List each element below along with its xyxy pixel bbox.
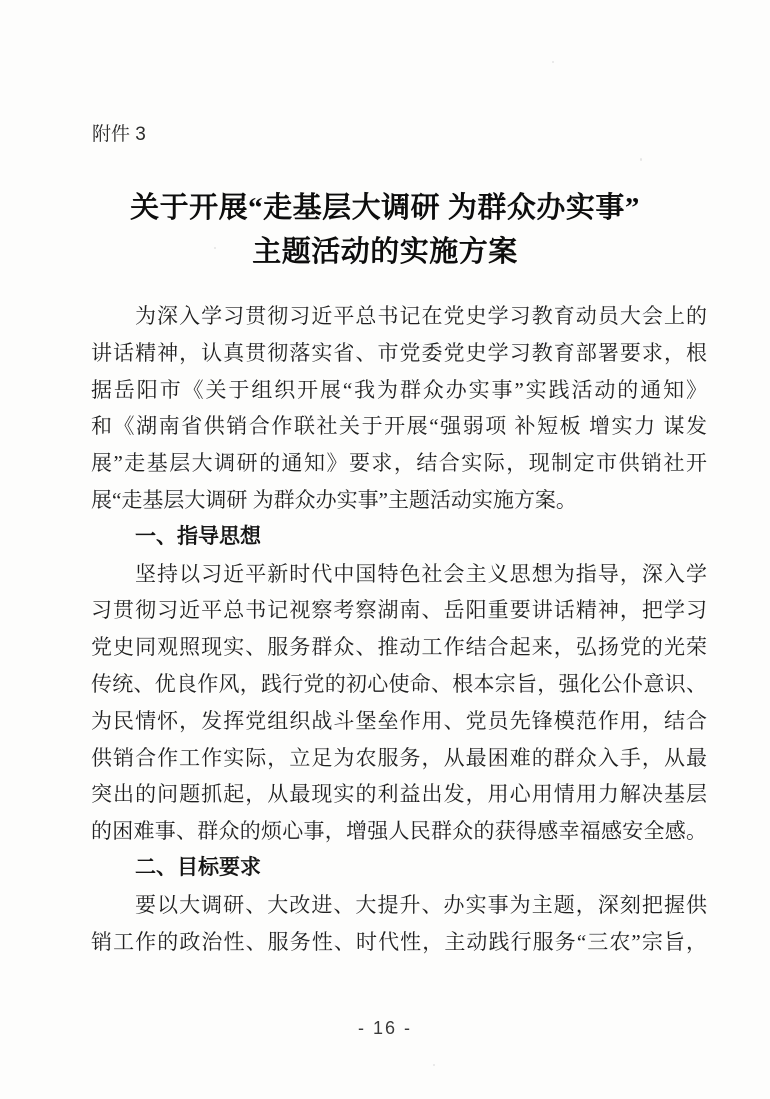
paragraph-line: 为深入学习贯彻习近平总书记在党史学习教育动员大会上的 — [135, 304, 707, 328]
document-title-line2: 主题活动的实施方案 — [252, 236, 518, 268]
paragraph-line: 和《湖南省供销合作联社关于开展“强弱项 补短板 增实力 谋发 — [91, 414, 707, 439]
paragraph-line: 为民情怀，发挥党组织战斗堡垒作用、党员先锋模范作用，结合 — [91, 708, 707, 733]
attachment-label: 附件 3 — [92, 124, 146, 145]
page-number: - 16 - — [357, 1018, 412, 1038]
document-title-line1: 关于开展“走基层大调研 为群众办实事” — [130, 192, 640, 224]
scan-speck — [640, 158, 642, 161]
paragraph-line: 展”走基层大调研的通知》要求，结合实际，现制定市供销社开 — [91, 451, 707, 476]
scan-speck — [552, 61, 554, 63]
paragraph-line: 要以大调研、大改进、大提升、办实事为主题，深刻把握供 — [135, 892, 707, 917]
document-title — [0, 186, 770, 274]
paragraph-line: 党史同观照现实、服务群众、推动工作结合起来，弘扬党的光荣 — [91, 635, 707, 660]
paragraph-line: 讲话精神，认真贯彻落实省、市党委党史学习教育部署要求，根 — [91, 340, 707, 365]
paragraph-line: 供销合作工作实际，立足为农服务，从最困难的群众入手，从最 — [91, 745, 707, 770]
scan-speck — [433, 1064, 435, 1066]
paragraph-line: 销工作的政治性、服务性、时代性，主动践行服务“三农”宗旨， — [91, 929, 707, 954]
document-body — [91, 298, 707, 960]
paragraph-line: 传统、优良作风，践行党的初心使命、根本宗旨，强化公仆意识、 — [91, 671, 707, 696]
paragraph-line: 展“走基层大调研 为群众办实事”主题活动实施方案。 — [91, 487, 577, 512]
section-heading: 二、目标要求 — [135, 855, 261, 879]
paragraph-line: 据岳阳市《关于组织开展“我为群众办实事”实践活动的通知》 — [91, 377, 707, 402]
paragraph-line: 突出的问题抓起，从最现实的利益出发，用心用情用力解决基层 — [91, 782, 707, 807]
paragraph-line: 习贯彻习近平总书记视察考察湖南、岳阳重要讲话精神，把学习 — [91, 598, 707, 623]
paragraph-line: 的困难事、群众的烦心事，增强人民群众的获得感幸福感安全感。 — [91, 819, 707, 844]
paragraph-line: 坚持以习近平新时代中国特色社会主义思想为指导，深入学 — [135, 561, 707, 586]
section-heading: 一、指导思想 — [135, 524, 261, 548]
scan-speck — [214, 247, 216, 249]
